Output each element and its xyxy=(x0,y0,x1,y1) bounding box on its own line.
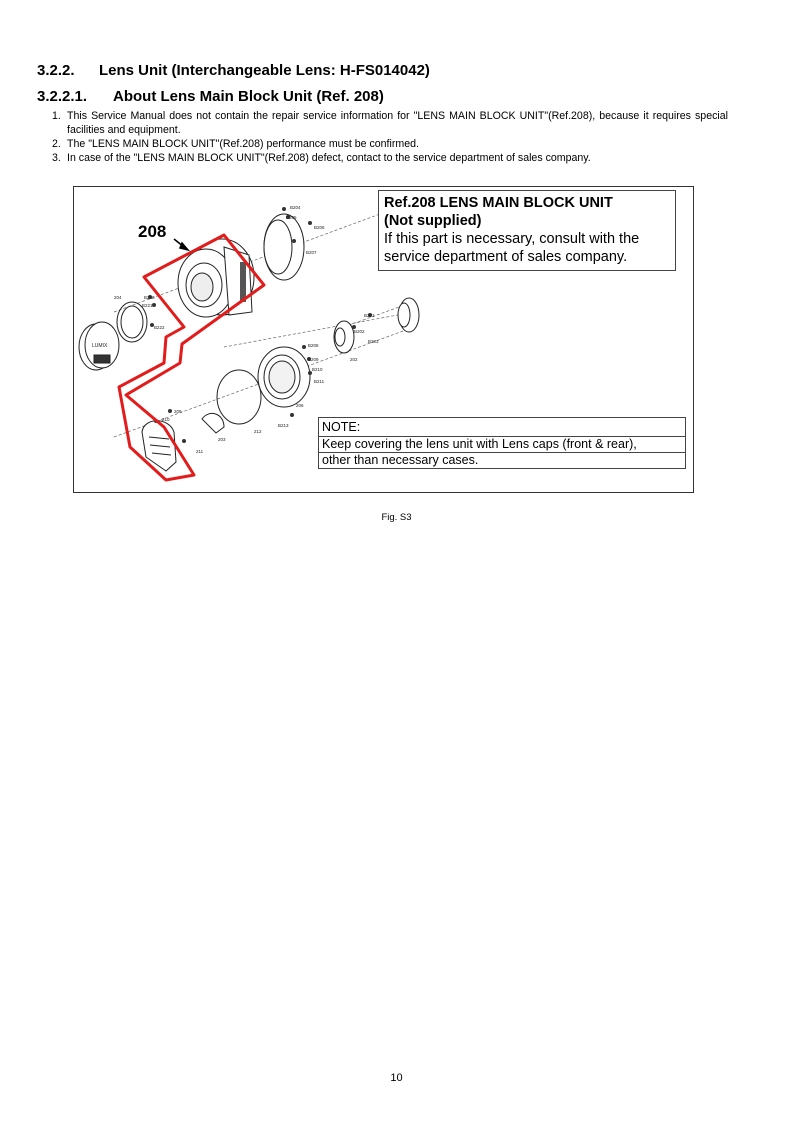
ref-box-line1: If this part is necessary, consult with the xyxy=(384,231,640,247)
svg-text:LUMIX: LUMIX xyxy=(92,343,108,349)
subsection-title: About Lens Main Block Unit (Ref. 208) xyxy=(113,88,384,105)
label-b204: B204 xyxy=(290,205,301,210)
label-b222: B222 xyxy=(154,325,165,330)
label-b220: B220 xyxy=(144,295,155,300)
filter-ring xyxy=(117,302,147,342)
page-number: 10 xyxy=(390,1072,403,1084)
ref-info-box xyxy=(378,190,676,271)
ref-box-subtitle: (Not supplied) xyxy=(384,213,482,229)
list-item: 1. This Service Manual does not contain the repair service information for "LENS MAIN BLOCK UNIT"(Ref.208), because it requires special facilities and equipment. xyxy=(52,110,728,136)
figure-caption: Fig. S3 xyxy=(381,512,412,523)
label-b210: B210 xyxy=(312,367,323,372)
ref-box-title: Ref.208 LENS MAIN BLOCK UNIT xyxy=(384,195,613,211)
section-title: Lens Unit (Interchangeable Lens: H-FS014042) xyxy=(99,62,430,79)
note-line1: Keep covering the lens unit with Lens caps (front & rear), xyxy=(322,436,637,451)
label-211: 211 xyxy=(196,449,204,454)
rear-ring xyxy=(334,298,419,353)
section-number: 3.2.2. xyxy=(37,62,75,79)
ref-box-line2: service department of sales company. xyxy=(384,249,628,265)
mount-ring xyxy=(264,214,304,280)
list-item: 2. The "LENS MAIN BLOCK UNIT"(Ref.208) performance must be confirmed. xyxy=(52,138,419,150)
note-line2: other than necessary cases. xyxy=(322,453,479,467)
label-b207: B207 xyxy=(306,250,317,255)
label-204: 204 xyxy=(114,295,122,300)
label-203: 203 xyxy=(218,437,226,442)
label-b209: B209 xyxy=(308,357,319,362)
callout-arrow xyxy=(174,239,188,250)
label-209: 209 xyxy=(174,409,182,414)
subsection-number: 3.2.2.1. xyxy=(37,88,88,105)
label-206: 206 xyxy=(296,403,304,408)
label-b211: B211 xyxy=(314,379,325,384)
contact-part xyxy=(202,413,224,433)
label-b208: B208 xyxy=(308,343,319,348)
label-b201: B201 xyxy=(364,313,375,318)
exploded-view-figure xyxy=(73,186,694,493)
label-b213: B213 xyxy=(278,423,289,428)
label-210: 210 xyxy=(162,417,170,422)
note-box xyxy=(318,417,686,469)
label-212: 212 xyxy=(254,429,262,434)
label-b202: B202 xyxy=(354,329,365,334)
mount-plate xyxy=(258,347,310,407)
label-202: 202 xyxy=(350,357,358,362)
label-b205: B205 xyxy=(286,215,297,220)
list-item: 3. In case of the "LENS MAIN BLOCK UNIT"(Ref.208) defect, contact to the service department of sales company. xyxy=(52,152,591,164)
label-b206: B206 xyxy=(314,225,325,230)
label-b203: B203 xyxy=(368,339,379,344)
callout-208: 208 xyxy=(138,222,167,241)
subsection-heading xyxy=(37,88,384,105)
section-heading xyxy=(37,62,430,79)
notes-list xyxy=(52,109,728,165)
label-b221: B221 xyxy=(142,303,153,308)
note-label: NOTE: xyxy=(322,420,361,434)
